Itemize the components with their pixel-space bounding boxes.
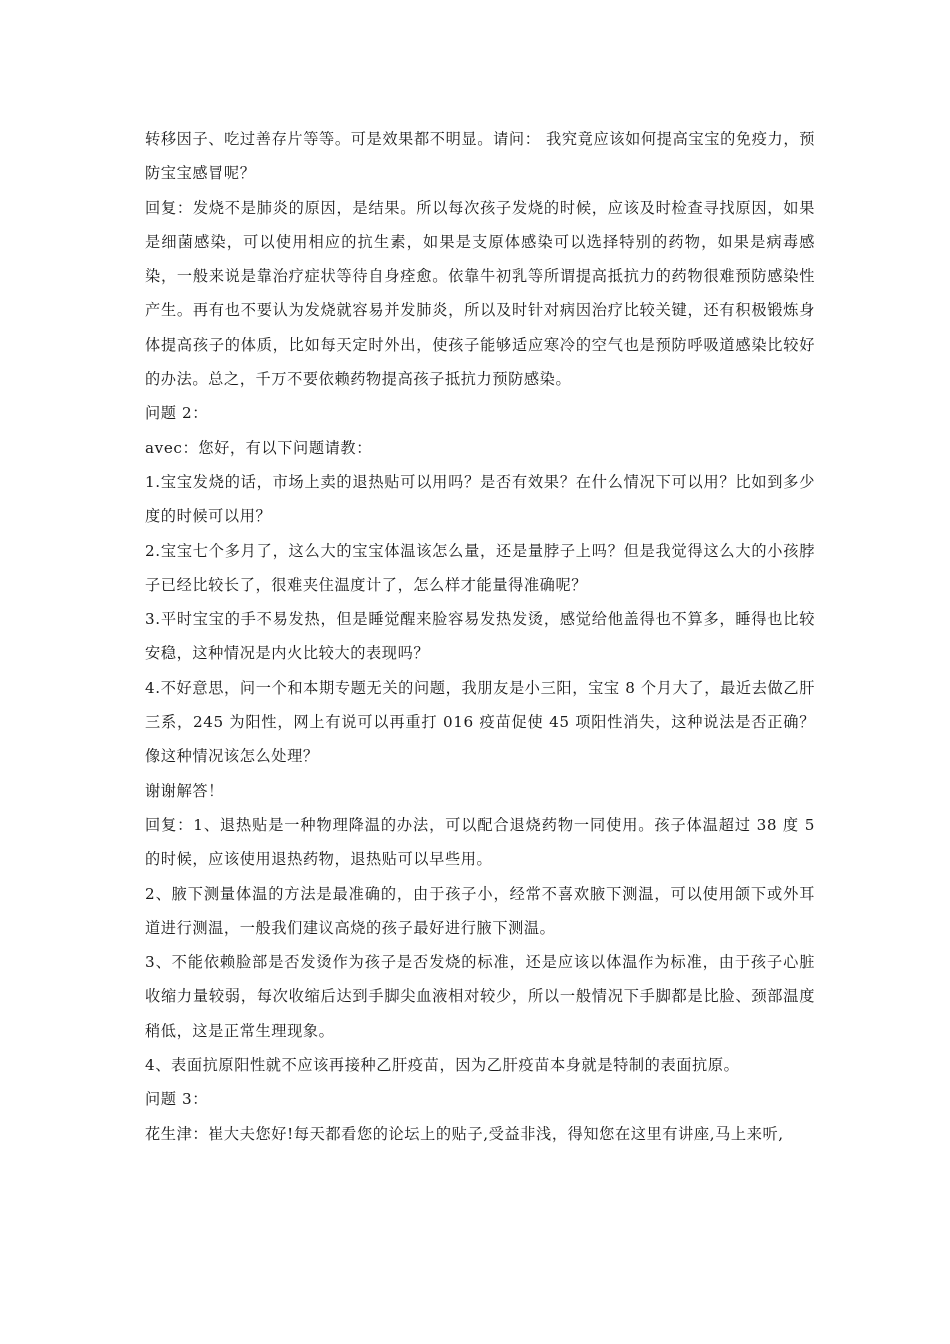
question-2-intro: avec：您好，有以下问题请教： bbox=[145, 438, 372, 457]
document-body bbox=[145, 122, 815, 1151]
answer-2-item-1: 回复：1、退热贴是一种物理降温的办法，可以配合退烧药物一同使用。孩子体温超过 38 度 5 的时候，应该使用退热药物，退热贴可以早些用。 bbox=[145, 815, 815, 869]
question-2-item-3: 3.平时宝宝的手不易发热，但是睡觉醒来脸容易发热发烫，感觉给他盖得也不算多，睡得也比较安稳，这种情况是内火比较大的表现吗？ bbox=[145, 610, 815, 663]
answer-2-item-4: 4、表面抗原阳性就不应该再接种乙肝疫苗，因为乙肝疫苗本身就是特制的表面抗原。 bbox=[145, 1056, 740, 1075]
answer-2-item-2: 2、腋下测量体温的方法是最准确的，由于孩子小，经常不喜欢腋下测温，可以使用颌下或外耳道进行测温，一般我们建议高烧的孩子最好进行腋下测温。 bbox=[145, 884, 815, 937]
question-3-intro: 花生津：崔大夫您好!每天都看您的论坛上的贴子,受益非浅，得知您在这里有讲座,马上来听, bbox=[145, 1124, 784, 1143]
answer-1: 回复：发烧不是肺炎的原因，是结果。所以每次孩子发烧的时候，应该及时检查寻找原因，如果是细菌感染，可以使用相应的抗生素，如果是支原体感染可以选择特别的药物，如果是病毒感染，一般来说是靠治疗症状等待自身痊愈。依靠牛初乳等所谓提高抵抗力的药物很难预防感染性产生。再有也不要认为发烧就容易并发肺炎，所以及时针对病因治疗比较关键，还有积极锻炼身体提高孩子的体质，比如每天定时外出，使孩子能够适应寒冷的空气也是预防呼吸道感染比较好的办法。总之，千万不要依赖药物提高孩子抵抗力预防感染。 bbox=[145, 198, 815, 389]
question-2-heading: 问题 2： bbox=[145, 404, 209, 423]
question-2-item-2: 2.宝宝七个多月了，这么大的宝宝体温该怎么量，还是量脖子上吗？但是我觉得这么大的小孩脖子已经比较长了，很难夹住温度计了，怎么样才能量得准确呢？ bbox=[145, 541, 815, 594]
question-2-thanks: 谢谢解答！ bbox=[145, 781, 224, 800]
question-1-continuation: 转移因子、吃过善存片等等。可是效果都不明显。请问： 我究竟应该如何提高宝宝的免疫力，预防宝宝感冒呢？ bbox=[145, 130, 815, 183]
question-2-item-4: 4.不好意思，问一个和本期专题无关的问题，我朋友是小三阳，宝宝 8 个月大了，最近去做乙肝三系，245 为阳性，网上有说可以再重打 016 疫苗促使 45 项阳性消失，这种说法是否正确？像这种情况该怎么处理？ bbox=[145, 678, 815, 766]
question-2-item-1: 1.宝宝发烧的话，市场上卖的退热贴可以用吗？是否有效果？在什么情况下可以用？比如到多少度的时候可以用？ bbox=[145, 472, 815, 526]
answer-2-item-3: 3、不能依赖脸部是否发烫作为孩子是否发烧的标准，还是应该以体温作为标准，由于孩子心脏收缩力量较弱，每次收缩后达到手脚尖血液相对较少，所以一般情况下手脚都是比脸、颈部温度稍低，这是正常生理现象。 bbox=[145, 953, 815, 1040]
question-3-heading: 问题 3： bbox=[145, 1090, 209, 1109]
